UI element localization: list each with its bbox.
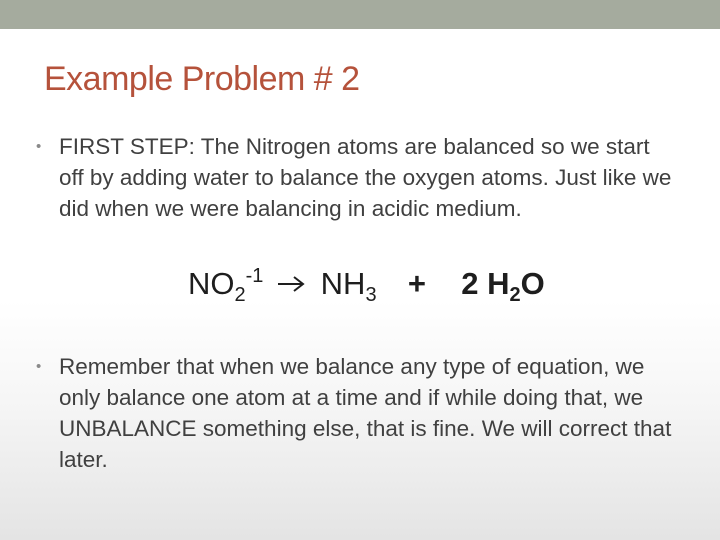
product-water xyxy=(461,266,545,306)
product-subscript: 3 xyxy=(365,284,377,306)
reactant-subscript: 2 xyxy=(234,284,246,306)
reactant-charge: -1 xyxy=(245,265,264,287)
bullet-text: Remember that when we balance any type of equation, we only balance one atom at a time and if while doing that, we UNBALANCE something else, that is fine. We will correct that later. xyxy=(59,354,672,472)
water-oxygen: O xyxy=(520,266,545,301)
arrow-right-icon xyxy=(276,274,306,294)
plus-sign: + xyxy=(407,266,426,301)
top-bar xyxy=(0,0,720,29)
bullet-first-step xyxy=(36,131,676,224)
bullet-marker: • xyxy=(36,138,42,155)
product-ammonia xyxy=(320,266,377,306)
slide-title: Example Problem # 2 xyxy=(44,60,360,98)
water-hydrogen: H xyxy=(487,266,510,301)
chemical-equation xyxy=(188,265,545,306)
water-coefficient: 2 xyxy=(461,266,479,301)
water-subscript: 2 xyxy=(509,284,521,306)
bullet-marker: • xyxy=(36,358,42,375)
bullet-text: FIRST STEP: The Nitrogen atoms are balanced so we start off by adding water to balance the oxygen atoms. Just like we did when we were balancing in acidic medium. xyxy=(59,134,672,221)
reactant-formula: NO xyxy=(188,266,235,301)
product-formula: NH xyxy=(320,266,366,301)
reactant-nitrite xyxy=(188,265,264,306)
bullet-remember xyxy=(36,351,676,475)
